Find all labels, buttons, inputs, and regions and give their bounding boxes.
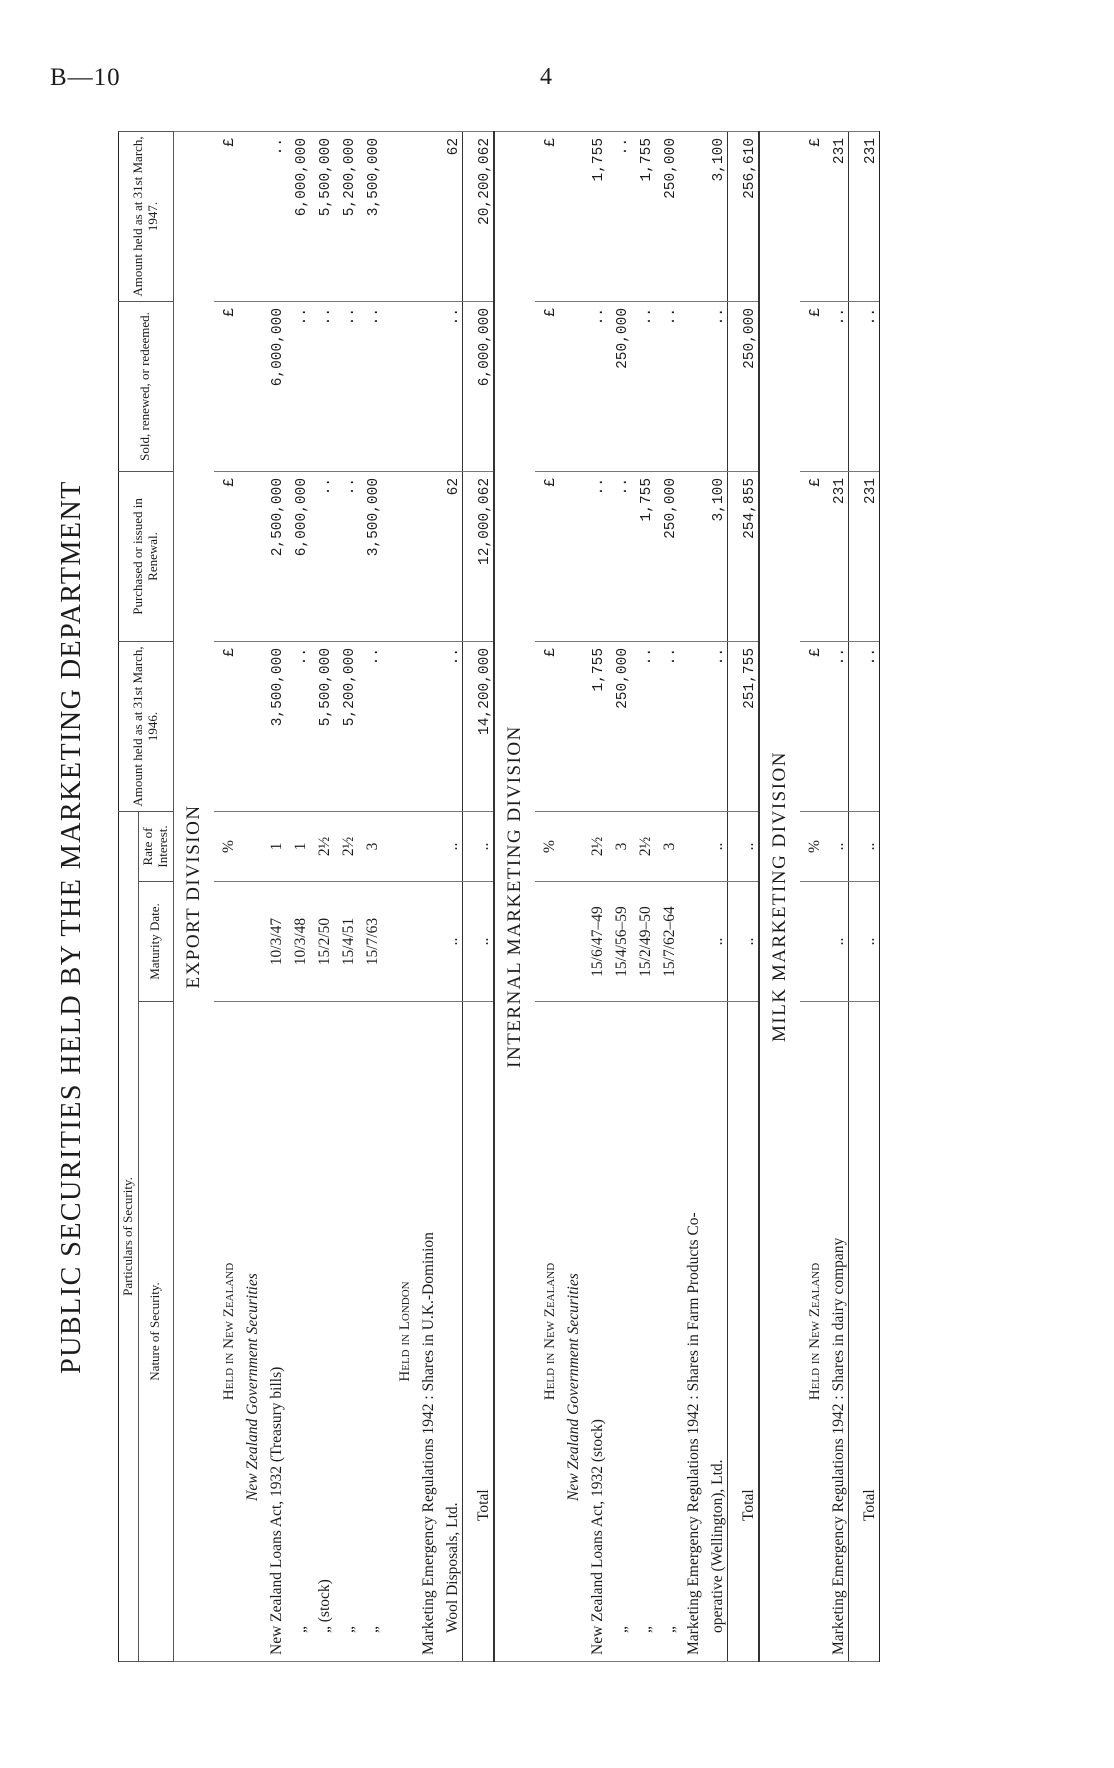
- security-name: „: [607, 1002, 631, 1662]
- unit-pound: £: [214, 641, 238, 811]
- sold: ..: [631, 301, 655, 471]
- rate: 2½: [310, 811, 334, 881]
- sold: ..: [334, 301, 358, 471]
- table-row: [414, 131, 438, 1661]
- unit-pound: £: [535, 641, 559, 811]
- security-name-cont: operative (Wellington), Ltd.: [703, 1002, 728, 1662]
- sold: ..: [583, 301, 607, 471]
- maturity: 15/4/51: [334, 882, 358, 1002]
- rate: 1: [286, 811, 310, 881]
- rate: 2½: [334, 811, 358, 881]
- held-1947: 250,000: [655, 131, 679, 301]
- held-label: Held in New Zealand: [214, 1002, 238, 1662]
- col-held-1946: Amount held as at 31st March, 1946.: [119, 641, 174, 811]
- unit-pound: £: [535, 301, 559, 471]
- held-1946: 3,500,000: [262, 641, 286, 811]
- unit-pound: £: [800, 131, 824, 301]
- sold: 250,000: [727, 301, 759, 471]
- held-1946: 5,500,000: [310, 641, 334, 811]
- table-row: [262, 131, 286, 1661]
- maturity: 10/3/48: [286, 882, 310, 1002]
- purchased: ..: [310, 471, 334, 641]
- rate: ..: [462, 811, 494, 881]
- rate: ..: [703, 811, 728, 881]
- page-ref: B—10: [50, 64, 121, 91]
- maturity: ..: [824, 882, 849, 1002]
- held-1946: ..: [358, 641, 382, 811]
- held-1947: 5,500,000: [310, 131, 334, 301]
- col-maturity: Maturity Date.: [138, 882, 173, 1002]
- maturity: ..: [462, 882, 494, 1002]
- sold: 250,000: [607, 301, 631, 471]
- table-row: [583, 131, 607, 1661]
- total-label: Total: [727, 1002, 759, 1662]
- held-1947: 231: [824, 131, 849, 301]
- table-row: [334, 131, 358, 1661]
- held-1947: 62: [438, 131, 463, 301]
- page-number: 4: [540, 64, 552, 90]
- total-row: [848, 131, 879, 1661]
- purchased: 231: [824, 471, 849, 641]
- purchased: ..: [334, 471, 358, 641]
- col-group-particulars: Particulars of Security.: [119, 811, 139, 1661]
- sold: ..: [310, 301, 334, 471]
- rate: ..: [824, 811, 849, 881]
- page-title: PUBLIC SECURITIES HELD BY THE MARKETING DEPARTMENT: [56, 480, 87, 1374]
- held-1946: ..: [848, 641, 879, 811]
- maturity: 15/6/47–49: [583, 882, 607, 1002]
- sold: ..: [286, 301, 310, 471]
- held-label: Held in New Zealand: [800, 1002, 824, 1662]
- rate: 3: [655, 811, 679, 881]
- held-1947: ..: [262, 131, 286, 301]
- maturity: 10/3/47: [262, 882, 286, 1002]
- unit-percent: %: [535, 811, 559, 881]
- purchased: 3,500,000: [358, 471, 382, 641]
- held-1947: 1,755: [583, 131, 607, 301]
- security-name: „: [631, 1002, 655, 1662]
- security-name: New Zealand Loans Act, 1932 (Treasury bills): [262, 1002, 286, 1662]
- maturity: ..: [703, 882, 728, 1002]
- maturity: 15/2/50: [310, 882, 334, 1002]
- sold: ..: [358, 301, 382, 471]
- unit-pound: £: [214, 131, 238, 301]
- unit-pound: £: [800, 641, 824, 811]
- purchased: 2,500,000: [262, 471, 286, 641]
- purchased: ..: [583, 471, 607, 641]
- held-1946: ..: [286, 641, 310, 811]
- security-name: „: [358, 1002, 382, 1662]
- held-1946: 251,755: [727, 641, 759, 811]
- held-1946: ..: [631, 641, 655, 811]
- rate: ..: [438, 811, 463, 881]
- sold: ..: [703, 301, 728, 471]
- table-row: [655, 131, 679, 1661]
- held-1947: 20,200,062: [462, 131, 494, 301]
- col-held-1947: Amount held as at 31st March, 1947.: [119, 131, 174, 301]
- held-1946: ..: [824, 641, 849, 811]
- maturity: 15/7/63: [358, 882, 382, 1002]
- total-row: [727, 131, 759, 1661]
- held-1946: ..: [703, 641, 728, 811]
- held-1946: 14,200,000: [462, 641, 494, 811]
- maturity: 15/7/62–64: [655, 882, 679, 1002]
- table-row: [438, 131, 463, 1661]
- rotated-page: [50, 132, 1050, 1722]
- sold: ..: [848, 301, 879, 471]
- purchased: 250,000: [655, 471, 679, 641]
- held-1947: ..: [607, 131, 631, 301]
- sold: ..: [438, 301, 463, 471]
- col-rate: Rate of Interest.: [138, 811, 173, 881]
- purchased: ..: [607, 471, 631, 641]
- security-name: „: [286, 1002, 310, 1662]
- rate: ..: [727, 811, 759, 881]
- unit-pound: £: [535, 131, 559, 301]
- held-label: Held in New Zealand: [535, 1002, 559, 1662]
- table-row: [703, 131, 728, 1661]
- unit-pound: £: [800, 471, 824, 641]
- total-row: [462, 131, 494, 1661]
- held-1947: 3,100: [703, 131, 728, 301]
- held-1947: 5,200,000: [334, 131, 358, 301]
- held-1946: 5,200,000: [334, 641, 358, 811]
- govt-securities-label: New Zealand Government Securities: [238, 1002, 262, 1662]
- maturity: ..: [727, 882, 759, 1002]
- maturity: ..: [438, 882, 463, 1002]
- held-1946: ..: [655, 641, 679, 811]
- sold: ..: [655, 301, 679, 471]
- unit-percent: %: [800, 811, 824, 881]
- purchased: 12,000,062: [462, 471, 494, 641]
- security-name: „: [334, 1002, 358, 1662]
- maturity: ..: [848, 882, 879, 1002]
- held-1947: 6,000,000: [286, 131, 310, 301]
- section-title: MILK MARKETING DIVISION: [759, 131, 800, 1661]
- purchased: 1,755: [631, 471, 655, 641]
- section-title: EXPORT DIVISION: [173, 131, 214, 1661]
- security-name: „: [655, 1002, 679, 1662]
- held-1947: 1,755: [631, 131, 655, 301]
- purchased: 231: [848, 471, 879, 641]
- held-1946: ..: [438, 641, 463, 811]
- col-purchased: Purchased or issued in Renewal.: [119, 471, 174, 641]
- held-1947: 3,500,000: [358, 131, 382, 301]
- col-nature: Nature of Security.: [138, 1002, 173, 1662]
- held-1947: 231: [848, 131, 879, 301]
- maturity: 15/2/49–50: [631, 882, 655, 1002]
- table-row: [286, 131, 310, 1661]
- held-1946: 1,755: [583, 641, 607, 811]
- sold: 6,000,000: [462, 301, 494, 471]
- rate: 3: [358, 811, 382, 881]
- section-title: INTERNAL MARKETING DIVISION: [494, 131, 535, 1661]
- security-name: „ (stock): [310, 1002, 334, 1662]
- col-sold: Sold, renewed, or redeemed.: [119, 301, 174, 471]
- security-name-cont: Wool Disposals, Ltd.: [438, 1002, 463, 1662]
- security-name: New Zealand Loans Act, 1932 (stock): [583, 1002, 607, 1662]
- purchased: 3,100: [703, 471, 728, 641]
- govt-securities-label: New Zealand Government Securities: [559, 1002, 583, 1662]
- table-row: [310, 131, 334, 1661]
- total-label: Total: [462, 1002, 494, 1662]
- maturity: 15/4/56–59: [607, 882, 631, 1002]
- security-name: Marketing Emergency Regulations 1942 : Shares in dairy company: [824, 1002, 849, 1662]
- table-row: [358, 131, 382, 1661]
- rate: 2½: [583, 811, 607, 881]
- securities-table: [118, 131, 880, 1662]
- unit-percent: %: [214, 811, 238, 881]
- sold: ..: [824, 301, 849, 471]
- held-1947: 256,610: [727, 131, 759, 301]
- security-name: Marketing Emergency Regulations 1942 : Shares in Farm Products Co-: [679, 1002, 703, 1662]
- unit-pound: £: [800, 301, 824, 471]
- sold: 6,000,000: [262, 301, 286, 471]
- table-row: [631, 131, 655, 1661]
- unit-pound: £: [214, 301, 238, 471]
- held-label: Held in London: [390, 1002, 414, 1662]
- purchased: 62: [438, 471, 463, 641]
- total-label: Total: [848, 1002, 879, 1662]
- unit-pound: £: [214, 471, 238, 641]
- table-row: [824, 131, 849, 1661]
- table-row: [679, 131, 703, 1661]
- purchased: 254,855: [727, 471, 759, 641]
- rate: 2½: [631, 811, 655, 881]
- held-1946: 250,000: [607, 641, 631, 811]
- security-name: Marketing Emergency Regulations 1942 : Shares in U.K.-Dominion: [414, 1002, 438, 1662]
- table-row: [607, 131, 631, 1661]
- rate: ..: [848, 811, 879, 881]
- rate: 1: [262, 811, 286, 881]
- unit-pound: £: [535, 471, 559, 641]
- purchased: 6,000,000: [286, 471, 310, 641]
- rate: 3: [607, 811, 631, 881]
